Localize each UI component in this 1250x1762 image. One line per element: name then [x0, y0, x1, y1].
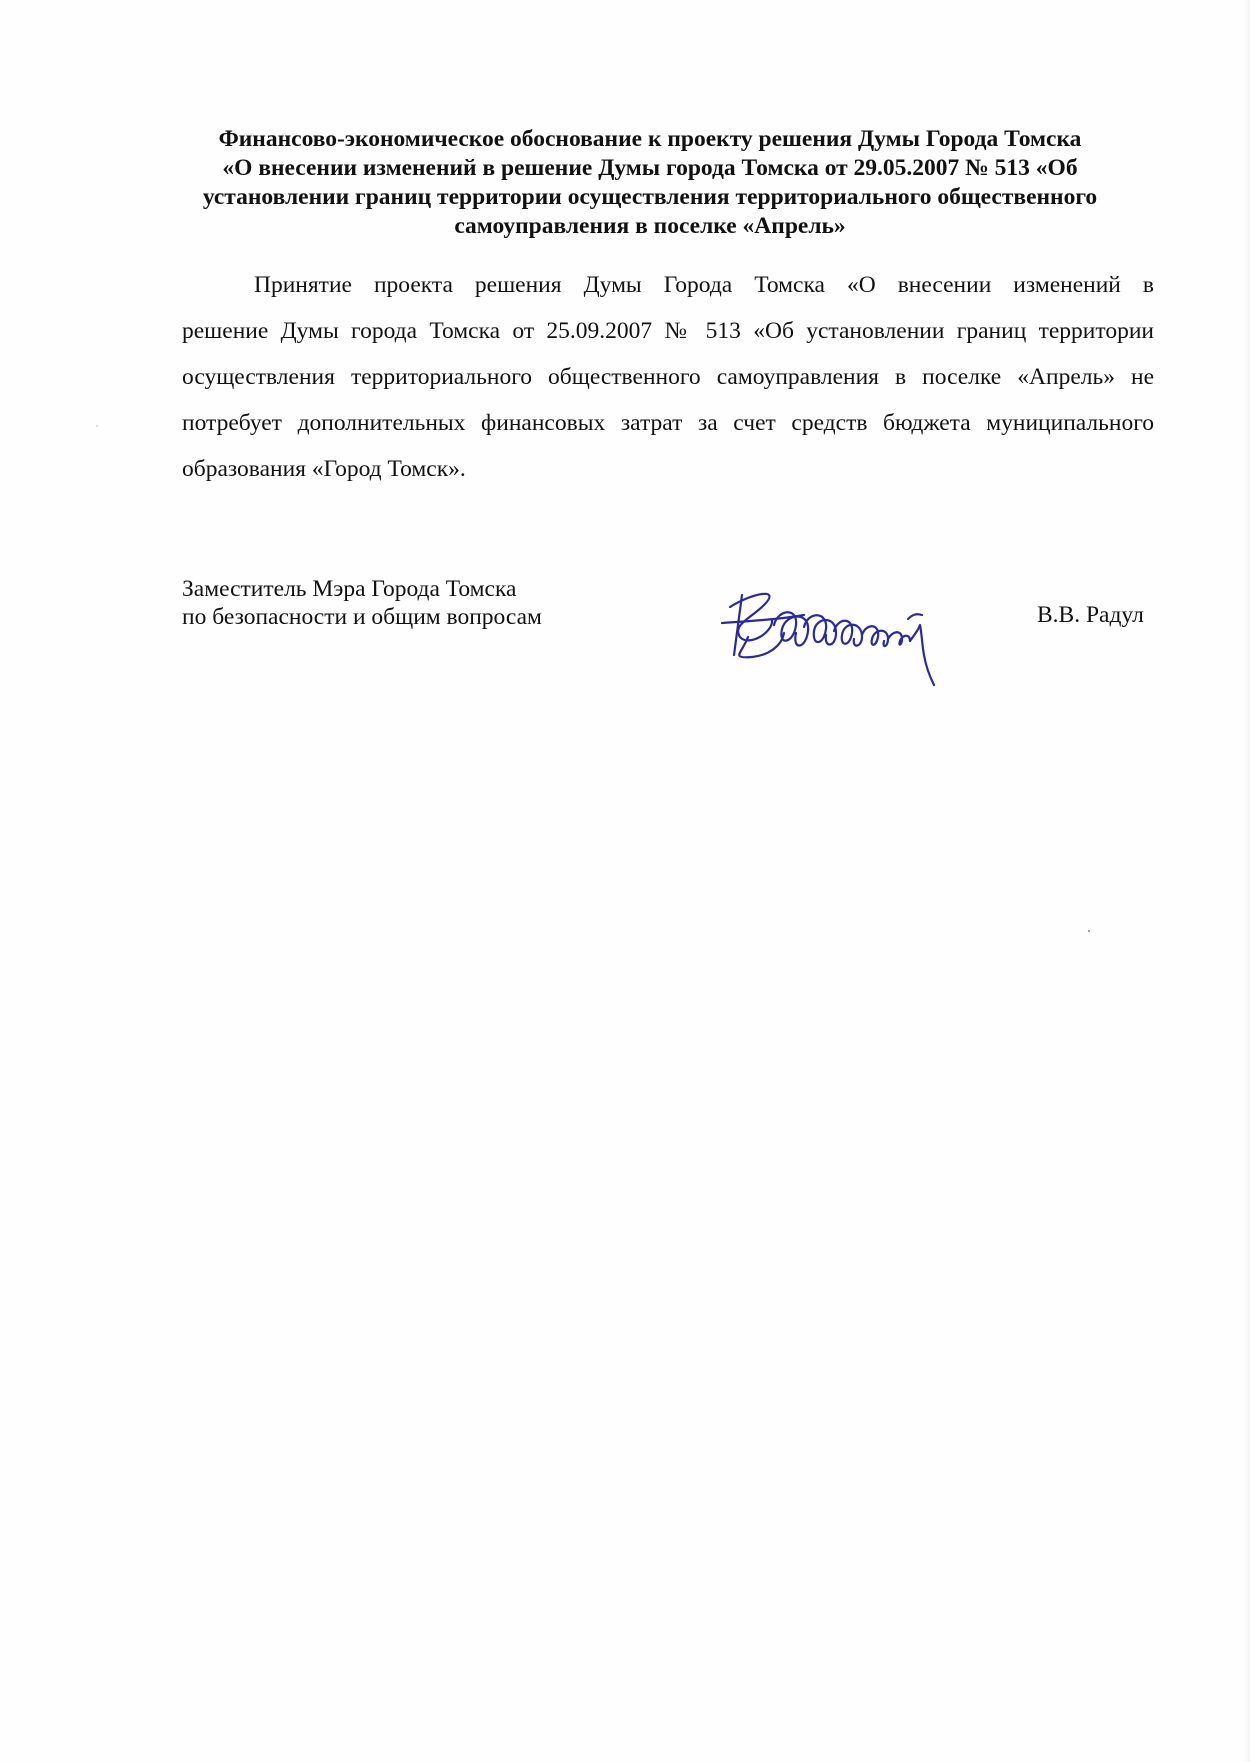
signer-position: [182, 575, 542, 631]
body-paragraph: [182, 262, 1154, 492]
body-line-5: образования «Город Томск».: [182, 456, 466, 482]
body-line-2: решение Думы города Томска от 25.09.2007 № 513 «Об установлении границ территории: [182, 318, 1154, 344]
title-line-2: «О внесении изменений в решение Думы города Томска от 29.05.2007 № 513 «Об: [222, 155, 1078, 181]
scan-speck: [96, 425, 98, 427]
body-line-3: осуществления территориального общественного самоуправления в поселке «Апрель» не: [182, 364, 1154, 390]
title-line-3: установлении границ территории осуществления территориального общественного: [202, 184, 1098, 210]
title-line-4: самоуправления в поселке «Апрель»: [454, 213, 846, 239]
scan-speck: [1088, 930, 1090, 932]
handwritten-signature: [712, 585, 982, 690]
body-line-4: потребует дополнительных финансовых затрат за счет средств бюджета муниципального: [182, 410, 1154, 436]
body-line-1: Принятие проекта решения Думы Города Томска «О внесении изменений в: [254, 272, 1154, 298]
document-title: [150, 125, 1150, 241]
title-line-1: Финансово-экономическое обоснование к проекту решения Думы Города Томска: [218, 126, 1082, 152]
signer-position-line-2: по безопасности и общим вопросам: [182, 604, 542, 630]
scan-edge-shadow: [1244, 0, 1250, 1762]
signer-position-line-1: Заместитель Мэра Города Томска: [182, 576, 517, 602]
signer-name: В.В. Радул: [1037, 602, 1144, 628]
